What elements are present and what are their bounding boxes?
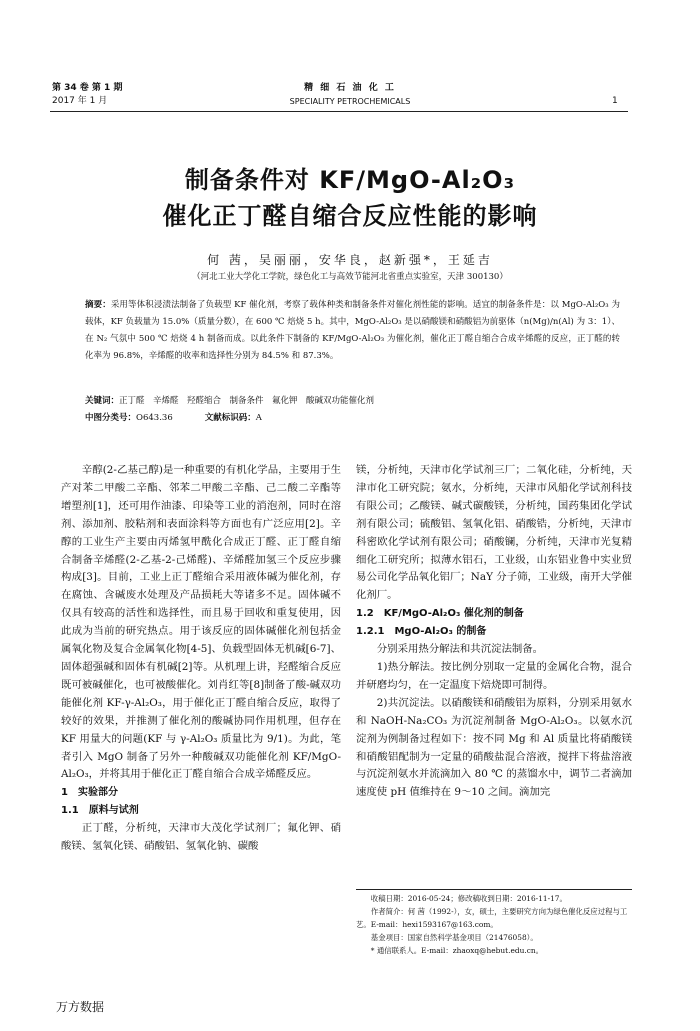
thermal-decomposition: 1)热分解法。按比例分别取一定量的金属化合物，混合并研磨均匀，在一定温度下焙烧即可制得。 [356,660,632,691]
keywords-label: 关键词： [85,396,120,406]
section-heading-1-1: 1.1 原料与试剂 [61,805,139,817]
keywords [85,393,620,410]
doc-code: A [255,413,262,423]
section-heading-1: 1 实验部分 [61,787,118,799]
doc-code-label: 文献标识码： [204,413,256,423]
received-date: 收稿日期：2016-05-24；修改稿收到日期：2016-11-17。 [370,894,567,903]
clc-code: O643.36 [136,413,173,423]
journal-title-en: SPECIALITY PETROCHEMICALS [289,97,411,106]
page-number: 1 [612,96,618,106]
keywords-text: 正丁醛 辛烯醛 羟醛缩合 制备条件 氟化钾 酸碱双功能催化剂 [119,396,375,406]
intro-paragraph: 辛醇(2-乙基己醇)是一种重要的有机化学品，主要用于生产对苯二甲酸二辛酯、邻苯二甲酸二辛酯、己二酸二辛酯等增塑剂[1]，还可用作油漆、印染等工业的消泡剂，同时在溶剂、添加剂、胶粘剂和表面涂料等方面也有广泛应用[2]。辛醇的工业生产主要由丙烯氢甲酰化合成正丁醛、正丁醛自缩合制备辛烯醛(2-乙基-2-己烯醛)、辛烯醛加氢三个反应步骤构成[3]。目前，工业上正丁醛缩合采用液体碱为催化剂，存在腐蚀、含碱废水处理及产品损耗大等诸多不足。固体碱不仅具有较高的活性和选择性，而且易于回收和重复使用，因此成为当前的研究热点。用于该反应的固体碱催化剂包括金属氧化物及复合金属氧化物[4-5]、负载型固体无机碱[6-7]、固体超强碱和固体有机碱[2]等。从机理上讲，羟醛缩合反应既可被碱催化，也可被酸催化。刘肖红等[8]制备了酸-碱双功能催化剂 KF-γ-Al₂O₃，用于催化正丁醛自缩合反应，取得了较好的效果，并推测了催化剂的酸碱协同作用机理，但存在 KF 用量大的问题(KF 与 γ-Al₂O₃ 质量比为 9/1)。为此，笔者引入 MgO 制备了另外一种酸碱双功能催化剂 KF/MgO-Al₂O₃，并将其用于催化正丁醛自缩合合成辛烯醛反应。 [61,464,341,781]
corresponding-author: * 通信联系人。E-mail：zhaoxq@hebut.edu.cn。 [370,946,543,955]
issue-date: 2017 年 1 月 [52,96,108,106]
classification [85,410,620,427]
abstract-text: 采用等体积浸渍法制备了负载型 KF 催化剂，考察了载体种类和制备条件对催化剂性能的影响。适宜的制备条件是：以 MgO-Al₂O₃ 为载体，KF 负载量为 15.0%（质量分数），在 600 ℃ 焙烧 5 h。其中，MgO-Al₂O₃ 是以硝酸镁和硝酸铝为前驱体（n(Mg)/n(Al) 为 3：1）、在 N₂ 气氛中 500 ℃ 焙烧 4 h 制备而成。以此条件下制备的 KF/MgO-Al₂O₃ 为催化剂，催化正丁醛自缩合合成辛烯醛的反应，正丁醛的转化率为 96.8%，辛烯醛的收率和选择性分别为 84.5% 和 87.3%。 [85,300,620,361]
footnotes [356,892,632,957]
materials-continued: 镁，分析纯，天津市化学试剂三厂；二氧化硅，分析纯，天津市化工研究院；氨水，分析纯，天津市风船化学试剂科技有限公司；乙酸镁、碱式碳酸镁，分析纯，国药集团化学试剂有限公司；硫酸铝、氢氧化铝、硝酸锆，分析纯，天津市科密欧化学试剂有限公司；硝酸镧，分析纯，天津市光复精细化工研究所；拟薄水铝石，工业级，山东铝业鲁中实业贸易公司化学品氧化铝厂；NaY 分子筛，工业级，南开大学催化剂厂。 [356,464,632,602]
section-heading-1-2-1: 1.2.1 MgO-Al₂O₃ 的制备 [356,626,487,638]
authors: 何 茜，吴丽丽，安华良，赵新强*，王延吉 [207,253,493,267]
prep-methods: 分别采用热分解法和共沉淀法制备。 [376,643,544,656]
coprecipitation: 2)共沉淀法。以硝酸镁和硝酸铝为原料，分别采用氨水和 NaOH-Na₂CO₃ 为沉淀剂制备 MgO-Al₂O₃。以氨水沉淀剂为例制备过程如下：按不同 Mg 和 Al 质量比将硝酸镁和硝酸铝配制为一定量的硝酸盐混合溶液，搅拌下将盐溶液与沉淀剂氨水并流滴加入 80 ℃ 的蒸馏水中，调节二者滴加速度使 pH 值维持在 9～10 之间。滴加完 [356,696,632,799]
title-line-2: 催化正丁醛自缩合反应性能的影响 [162,202,538,230]
footnote-rule [356,889,632,890]
section-heading-1-2: 1.2 KF/MgO-Al₂O₃ 催化剂的制备 [356,608,524,620]
clc-label: 中图分类号： [85,413,137,423]
abstract [85,297,620,385]
watermark: 万方数据 [56,1000,105,1014]
left-column [61,462,341,856]
author-bio: 作者简介：何 茜（1992-），女，硕士，主要研究方向为绿色催化反应过程与工艺。E-mail：hexi1593167@163.com。 [356,907,628,929]
volume-issue: 第 34 卷 第 1 期 [52,83,123,93]
header-rule [50,111,628,112]
materials-paragraph: 正丁醛，分析纯，天津市大茂化学试剂厂；氟化钾、硝酸镁、氢氧化镁、硝酸铝、氢氧化钠、碳酸 [61,822,341,853]
right-column [356,462,632,802]
funding: 基金项目：国家自然科学基金项目（21476058）。 [370,933,538,942]
abstract-label: 摘要： [85,300,111,310]
title-line-1: 制备条件对 KF/MgO-Al₂O₃ [184,166,516,194]
journal-title-cn: 精 细 石 油 化 工 [304,83,396,93]
affiliation: （河北工业大学化工学院，绿色化工与高效节能河北省重点实验室，天津 300130） [192,272,508,282]
